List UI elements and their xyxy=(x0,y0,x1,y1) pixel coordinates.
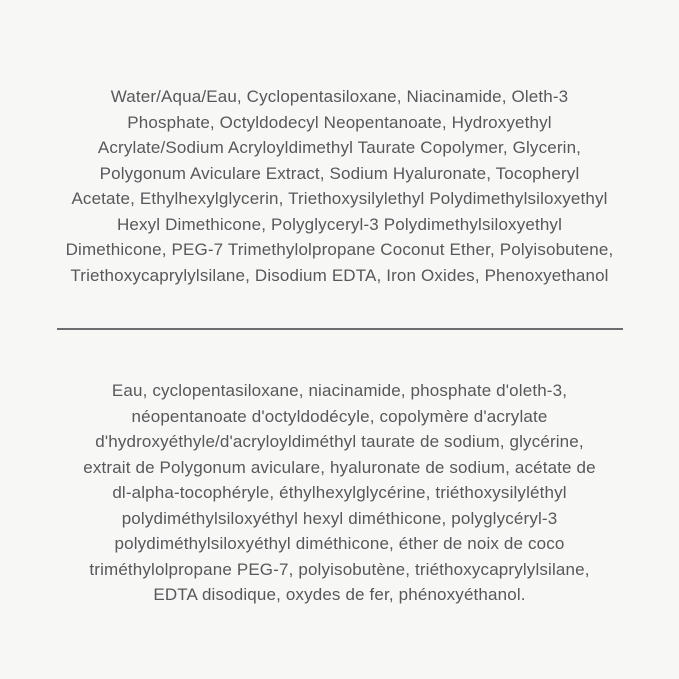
ingredient-text-line: polydiméthylsiloxyéthyl hexyl diméthicone, polyglycéryl-3 xyxy=(121,508,558,528)
ingredient-text-line: dl-alpha-tocophéryle, éthylhexylglycérine, triéthoxysilyléthyl xyxy=(112,483,567,502)
ingredient-text-line: Water/Aqua/Eau, Cyclopentasiloxane, Niacinamide, Oleth-3 xyxy=(110,87,569,106)
ingredient-text-line: polydiméthylsiloxyéthyl diméthicone, éther de noix de coco xyxy=(114,534,565,553)
ingredient-text-line: d'hydroxyéthyle/d'acryloyldiméthyl taurate de sodium, glycérine, xyxy=(95,432,584,451)
ingredient-text-line: extrait de Polygonum aviculare, hyaluronate de sodium, acétate de xyxy=(83,457,596,477)
ingredient-text-line: Acetate, Ethylhexylglycerin, Triethoxysilylethyl Polydimethylsiloxyethyl xyxy=(71,189,608,208)
ingredient-text-line: Eau, cyclopentasiloxane, niacinamide, phosphate d'oleth-3, xyxy=(111,381,568,400)
ingredient-text-line: triméthylolpropane PEG-7, polyisobutène, triéthoxycaprylylsilane, xyxy=(89,559,590,579)
ingredient-text-line: Polygonum Aviculare Extract, Sodium Hyaluronate, Tocopheryl xyxy=(99,163,580,183)
ingredient-text-line: Phosphate, Octyldodecyl Neopentanoate, Hydroxyethyl xyxy=(127,112,552,132)
ingredient-text-line: néopentanoate d'octyldodécyle, copolymère d'acrylate xyxy=(131,406,548,426)
ingredient-text-line: Dimethicone, PEG-7 Trimethylolpropane Coconut Ether, Polyisobutene, xyxy=(65,240,614,259)
ingredients-list-english xyxy=(0,0,679,288)
ingredient-text-line: Triethoxycaprylylsilane, Disodium EDTA, Iron Oxides, Phenoxyethanol xyxy=(70,265,609,285)
ingredients-list-french xyxy=(0,330,679,608)
ingredient-text-line: EDTA disodique, oxydes de fer, phénoxyéthanol. xyxy=(153,585,526,604)
ingredient-text-line: Acrylate/Sodium Acryloyldimethyl Taurate Copolymer, Glycerin, xyxy=(97,138,582,157)
ingredient-text-line: Hexyl Dimethicone, Polyglyceryl-3 Polydimethylsiloxyethyl xyxy=(116,214,563,234)
